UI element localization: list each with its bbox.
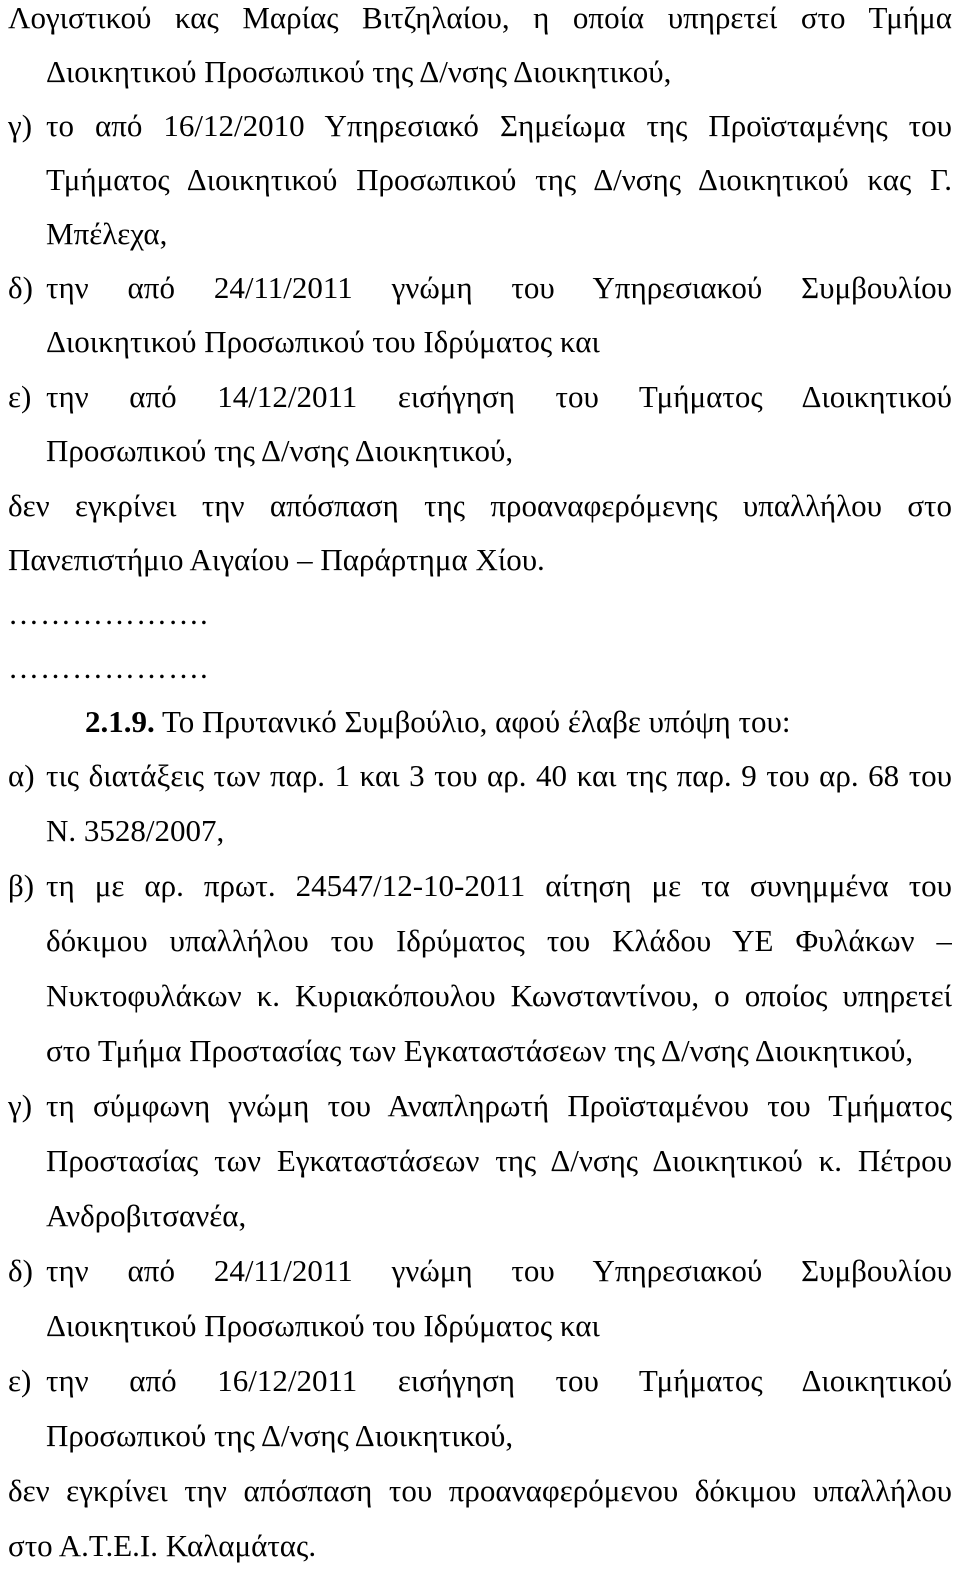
paragraph-line: Λογιστικού κας Μαρίας Βιτζηλαίου, η οποία υπηρετεί στο Τμήμα <box>8 0 952 35</box>
decision-line <box>0 1521 960 1571</box>
text-line <box>0 155 960 205</box>
text-line <box>0 47 960 97</box>
text-line <box>0 0 960 43</box>
list-item-continuation: Διοικητικού Προσωπικού του Ιδρύματος και <box>46 324 600 359</box>
list-item-d1 <box>0 263 960 313</box>
list-item-continuation: Προσωπικού της Δ/νσης Διοικητικού, <box>46 433 514 468</box>
list-item-continuation: Τμήματος Διοικητικού Προσωπικού της Δ/νσης Διοικητικού κας Γ. <box>46 162 952 197</box>
list-item-e2 <box>0 1356 960 1406</box>
list-marker: γ) <box>8 108 33 143</box>
list-marker: ε) <box>8 379 32 414</box>
decision-text: δεν εγκρίνει την απόσπαση της προαναφερόμενης υπαλλήλου στο <box>8 488 952 523</box>
list-marker: ε) <box>8 1363 32 1398</box>
list-marker: δ) <box>8 1253 33 1288</box>
text-line <box>0 317 960 367</box>
decision-text: Πανεπιστήμιο Αιγαίου – Παράρτημα Χίου. <box>8 542 545 577</box>
section-heading <box>0 697 960 747</box>
decision-line <box>0 535 960 585</box>
text-line <box>0 1136 960 1186</box>
list-marker: α) <box>8 758 35 793</box>
list-item-continuation: Ανδροβιτσανέα, <box>46 1198 247 1233</box>
list-item-text: το από 16/12/2010 Υπηρεσιακό Σημείωμα της Προϊσταμένης του <box>46 108 952 143</box>
text-line <box>0 806 960 856</box>
list-item-text: την από 24/11/2011 γνώμη του Υπηρεσιακού Συμβουλίου <box>46 1253 952 1288</box>
list-item-continuation: Μπέλεχα, <box>46 216 168 251</box>
ellipsis-line <box>0 589 960 639</box>
list-item-continuation: στο Τμήμα Προστασίας των Εγκαταστάσεων της Δ/νσης Διοικητικού, <box>46 1033 914 1068</box>
list-item-e1 <box>0 372 960 422</box>
list-item-continuation: Νυκτοφυλάκων κ. Κυριακόπουλου Κωνσταντίνου, ο οποίος υπηρετεί <box>46 978 952 1013</box>
list-item-continuation: Διοικητικού Προσωπικού του Ιδρύματος και <box>46 1308 600 1343</box>
list-item-b2 <box>0 861 960 911</box>
list-item-text: τη με αρ. πρωτ. 24547/12-10-2011 αίτηση με τα συνημμένα του <box>46 868 952 903</box>
text-line <box>0 209 960 259</box>
section-intro: Το Πρυτανικό Συμβούλιο, αφού έλαβε υπόψη του: <box>161 704 791 739</box>
text-line <box>0 426 960 476</box>
list-item-text: τις διατάξεις των παρ. 1 και 3 του αρ. 40 και της παρ. 9 του αρ. 68 του <box>46 758 952 793</box>
list-item-text: την από 16/12/2011 εισήγηση του Τμήματος Διοικητικού <box>46 1363 952 1398</box>
list-item-d2 <box>0 1246 960 1296</box>
list-marker: δ) <box>8 270 33 305</box>
list-item-continuation: δόκιμου υπαλλήλου του Ιδρύματος του Κλάδου ΥΕ Φυλάκων – <box>46 923 952 958</box>
text-line <box>0 916 960 966</box>
list-item-continuation: Προστασίας των Εγκαταστάσεων της Δ/νσης Διοικητικού κ. Πέτρου <box>46 1143 952 1178</box>
list-item-g2 <box>0 1081 960 1131</box>
decision-line <box>0 1466 960 1516</box>
text-line <box>0 1191 960 1241</box>
list-item-text: την από 14/12/2011 εισήγηση του Τμήματος Διοικητικού <box>46 379 952 414</box>
text-line <box>0 1301 960 1351</box>
text-line <box>0 971 960 1021</box>
decision-line <box>0 481 960 531</box>
list-item-continuation: Προσωπικού της Δ/νσης Διοικητικού, <box>46 1418 514 1453</box>
section-heading-text <box>85 697 790 747</box>
ellipsis-line <box>0 643 960 693</box>
decision-text: στο Α.Τ.Ε.Ι. Καλαμάτας. <box>8 1528 317 1563</box>
text-line <box>0 1411 960 1461</box>
paragraph-line: Διοικητικού Προσωπικού της Δ/νσης Διοικητικού, <box>46 54 672 89</box>
text-line <box>0 1026 960 1076</box>
list-item-text: τη σύμφωνη γνώμη του Αναπληρωτή Προϊσταμένου του Τμήματος <box>46 1088 952 1123</box>
ellipsis: ………………. <box>8 650 209 685</box>
list-item-g1 <box>0 101 960 151</box>
list-marker: β) <box>8 868 35 903</box>
list-marker: γ) <box>8 1088 33 1123</box>
ellipsis: ………………. <box>8 596 209 631</box>
list-item-continuation: Ν. 3528/2007, <box>46 813 225 848</box>
list-item-a2 <box>0 751 960 801</box>
list-item-text: την από 24/11/2011 γνώμη του Υπηρεσιακού Συμβουλίου <box>46 270 952 305</box>
decision-text: δεν εγκρίνει την απόσπαση του προαναφερόμενου δόκιμου υπαλλήλου <box>8 1473 952 1508</box>
section-number: 2.1.9. <box>85 704 155 739</box>
